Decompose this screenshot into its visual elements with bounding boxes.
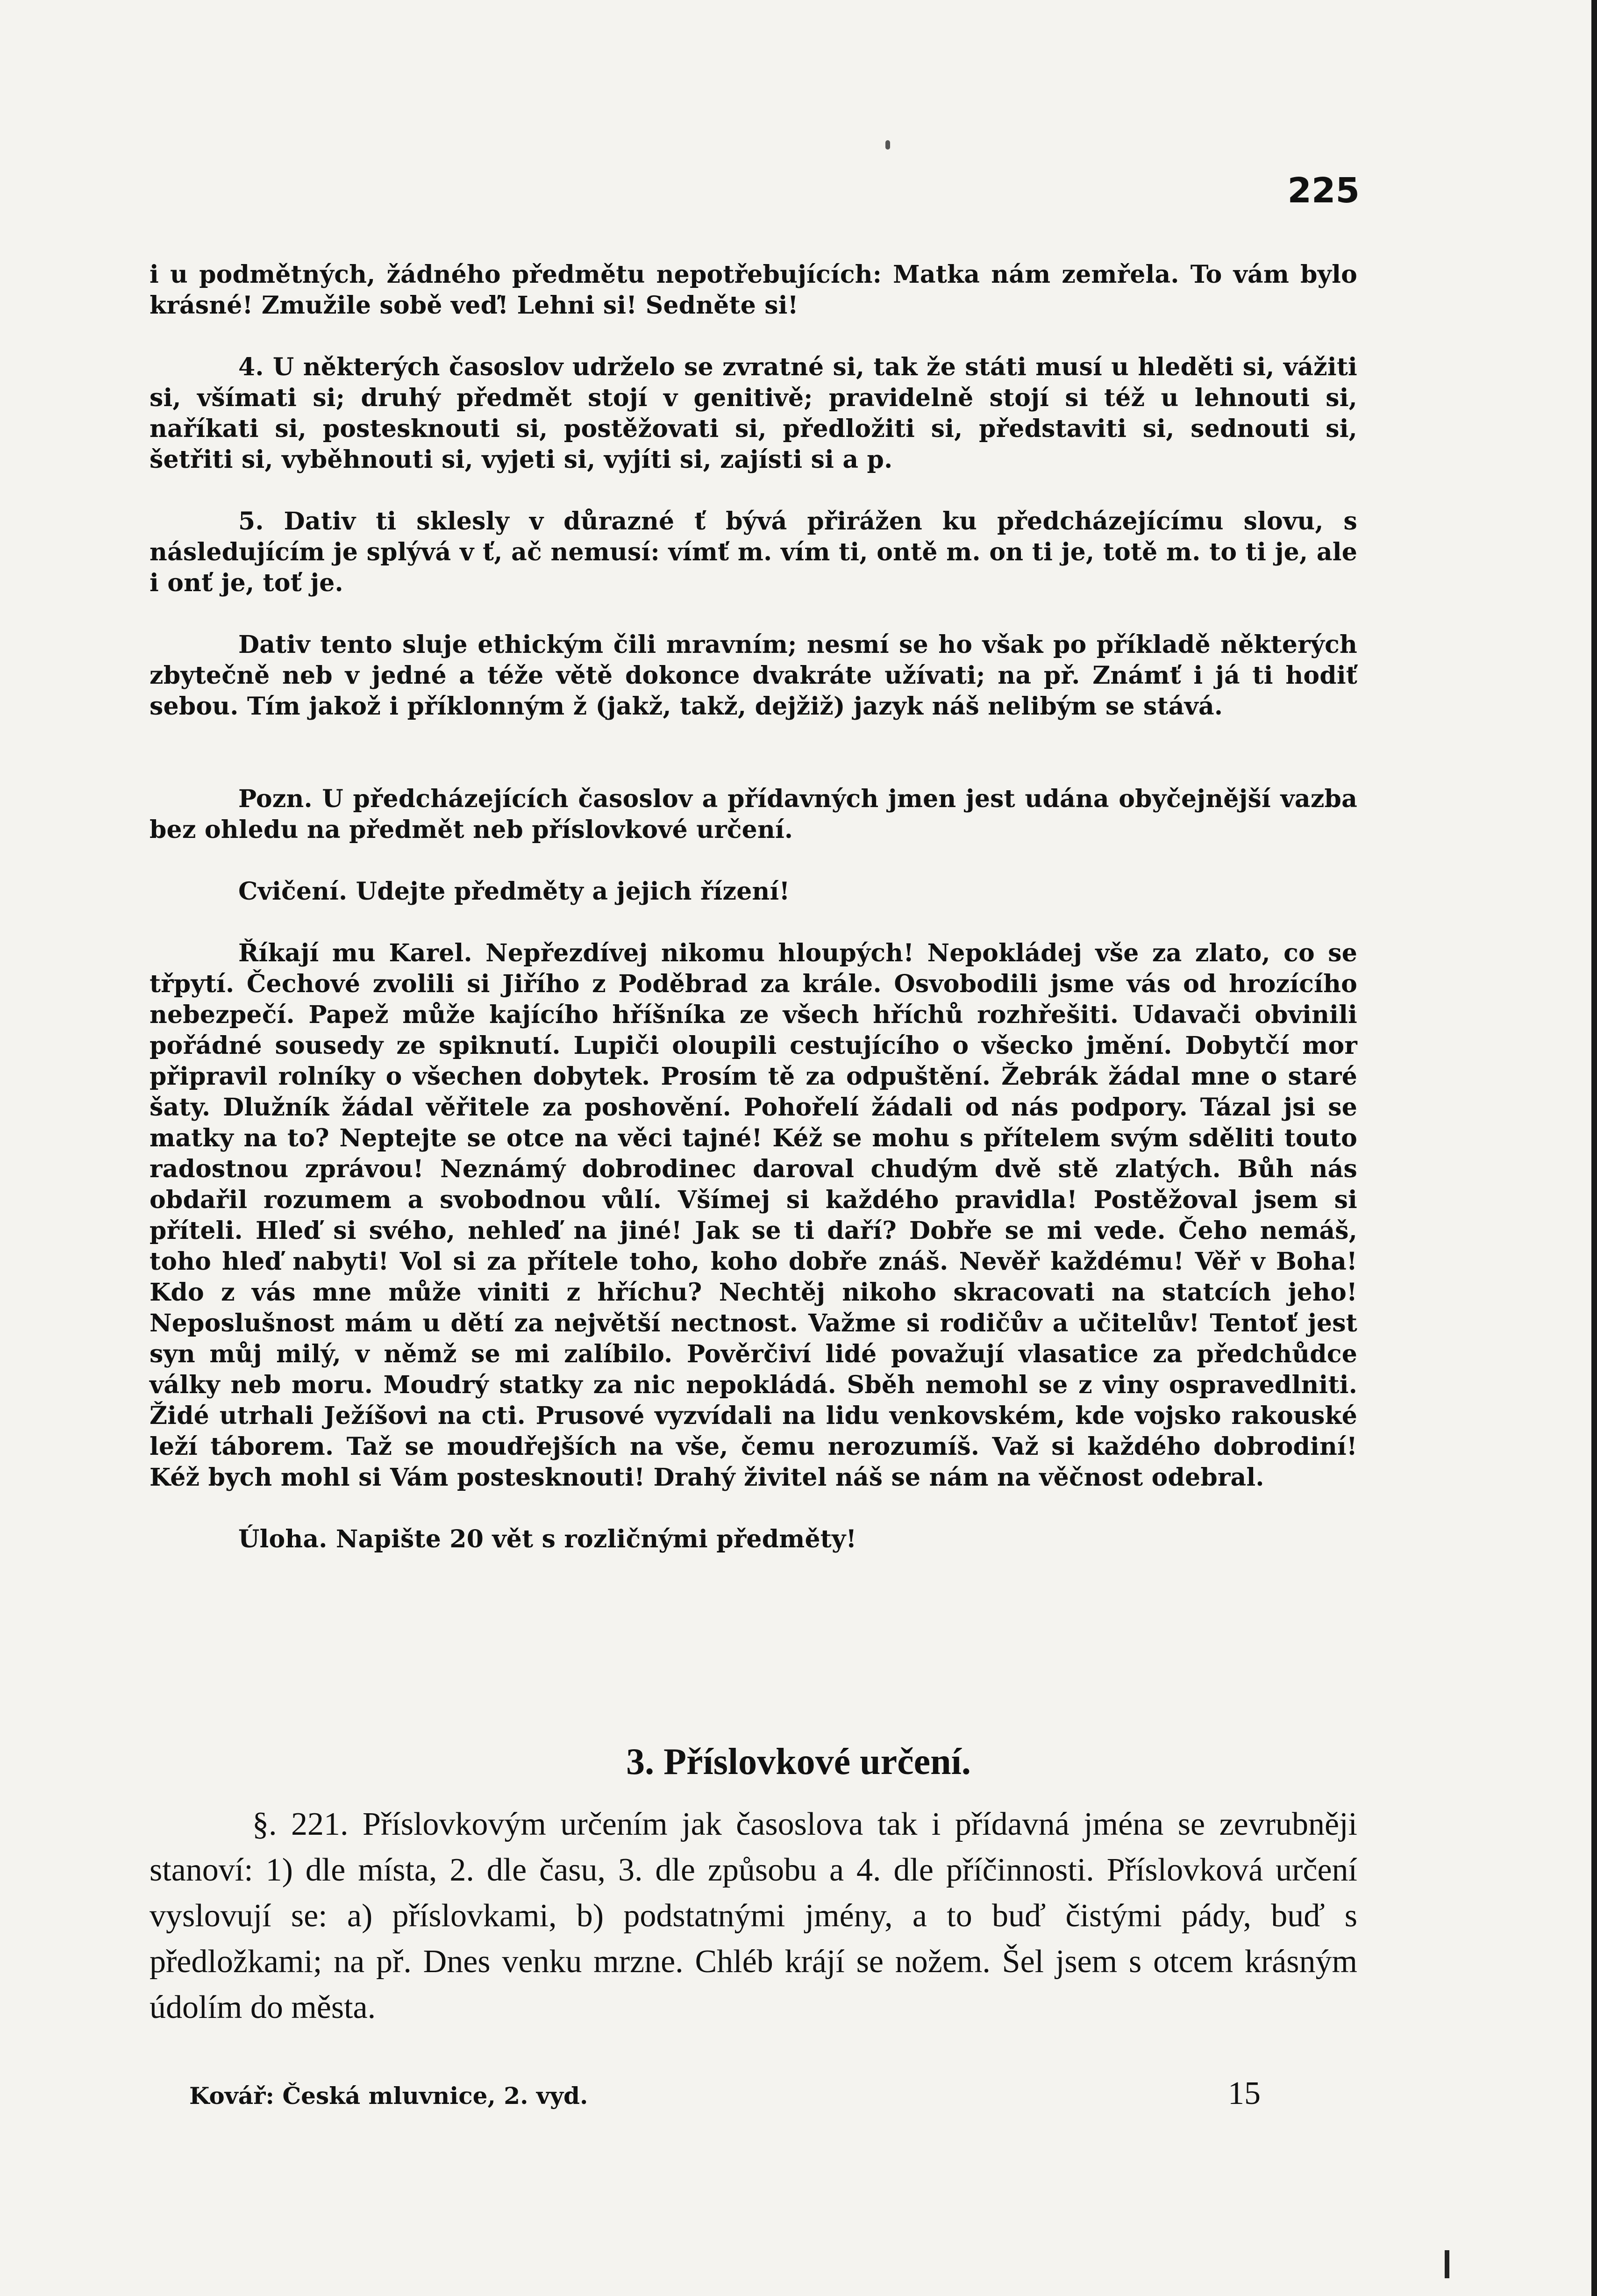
section-title: 3. Příslovkové určení. [626, 1741, 971, 1782]
exercise-heading: Cvičení. Udejte předměty a jejich řízení! [238, 877, 790, 906]
task-line: Úloha. Napište 20 vět s rozličnými předměty! [238, 1525, 857, 1553]
paragraph-note: Pozn. U předcházejících časoslov a přídavných jmen jest udána obyčejnější vazba bez ohledu na předmět neb příslovkové určení. [150, 785, 1357, 844]
page-number: 225 [1287, 171, 1360, 211]
ink-mark [1445, 2250, 1449, 2278]
exercise-sentences: Říkají mu Karel. Nepřezdívej nikomu hloupých! Nepokládej vše za zlato, co se třpytí. Čechové zvolili si Jiřího z Poděbrad za krále. Osvobodili jsme vás od hrozícího nebezpečí. Papež může kajícího hříšníka ze všech hříchů rozhřešiti. Udavači obvinili pořádné sousedy ze spiknutí. Lupiči oloupili cestujícího o všecko jmění. Dobytčí mor připravil rolníky o všechen dobytek. Prosím tě za odpuštění. Žebrák žádal mne o staré šaty. Dlužník žádal věřitele za poshovění. Pohořelí žádali od nás podpory. Tázal jsi se matky na to? Neptejte se otce na věci tajné! Kéž se mohu s přítelem svým sděliti touto radostnou zprávou! Neznámý dobrodinec daroval chudým dvě stě zlatých. Bůh nás obdařil rozumem a svobodnou vůlí. Všímej si každého pravidla! Postěžoval jsem si příteli. Hleď si svého, nehleď na jiné! Jak se ti daří? Dobře se mi vede. Čeho nemáš, toho hleď nabyti! Vol si za přítele toho, koho dobře znáš. Nevěř každému! Věř v Boha! Kdo z vás mne může viniti z hříchu? Nechtěj nikoho skracovati na statcích jeho! Neposlušnost mám u dětí za největší nectnost. Važme si rodičův a učitelův! Tentoť jest syn můj milý, v němž se mi zalíbilo. Pověrčiví lidé považují vlasatice za předchůdce války neb moru. Moudrý statky za nic nepokládá. Sběh nemohl se z viny ospravedlniti. Židé utrhali Ježíšovi na cti. Prusové vyzvídali na lidu venkovském, kde vojsko rakouské leží táborem. Taž se moudřejších na vše, čemu nerozumíš. Važ si každého dobrodiní! Kéž bych mohl si Vám postesknouti! Drahý živitel náš se nám na věčnost odebral. [150, 939, 1357, 1492]
main-text [150, 259, 1357, 1555]
section-paragraph: §. 221. Příslovkovým určením jak časoslova tak i přídavná jména se zevrubněji stanoví: 1) dle místa, 2. dle času, 3. dle způsobu a 4. dle příčinnosti. Příslovková určení vyslovují se: a) příslovkami, b) podstatnými jmény, a to buď čistými pády, buď s předložkami; na př. Dnes venku mrzne. Chléb krájí se nožem. Šel jsem s otcem krásným údolím do města. [150, 1806, 1357, 2025]
section-body [150, 1802, 1357, 2031]
paragraph-rule-4: 4. U některých časoslov udrželo se zvratné si, tak že státi musí u hleděti si, vážiti si, všímati si; druhý předmět stojí v genitivě; pravidelně stojí si též u lehnouti si, naříkati si, postesknouti si, postěžovati si, předložiti si, představiti si, sednouti si, šetřiti si, vyběhnouti si, vyjeti si, vyjíti si, zajísti si a p. [150, 353, 1357, 474]
paragraph-continuation: i u podmětných, žádného předmětu nepotřebujících: Matka nám zemřela. To vám bylo krásné! Zmužile sobě veď! Lehni si! Sedněte si! [150, 260, 1357, 320]
scan-edge [1591, 0, 1597, 2296]
ink-speck [885, 140, 890, 150]
footer-citation: Kovář: Česká mluvnice, 2. vyd. [189, 2082, 588, 2110]
paragraph-ethic-dative: Dativ tento sluje ethickým čili mravním; nesmí se ho však po příkladě některých zbytečně neb v jedné a téže větě dokonce dvakráte užívati; na př. Známť i já ti hodiť sebou. Tím jakož i příklonným ž (jakž, takž, dejžiž) jazyk náš nelibým se stává. [150, 630, 1357, 721]
paragraph-rule-5: 5. Dativ ti sklesly v důrazné ť bývá přirážen ku předcházejícímu slovu, s následujícím je splývá v ť, ač nemusí: vímť m. vím ti, ontě m. on ti je, totě m. to ti je, ale i onť je, toť je. [150, 507, 1357, 597]
footer-signature: 15 [1228, 2075, 1261, 2111]
